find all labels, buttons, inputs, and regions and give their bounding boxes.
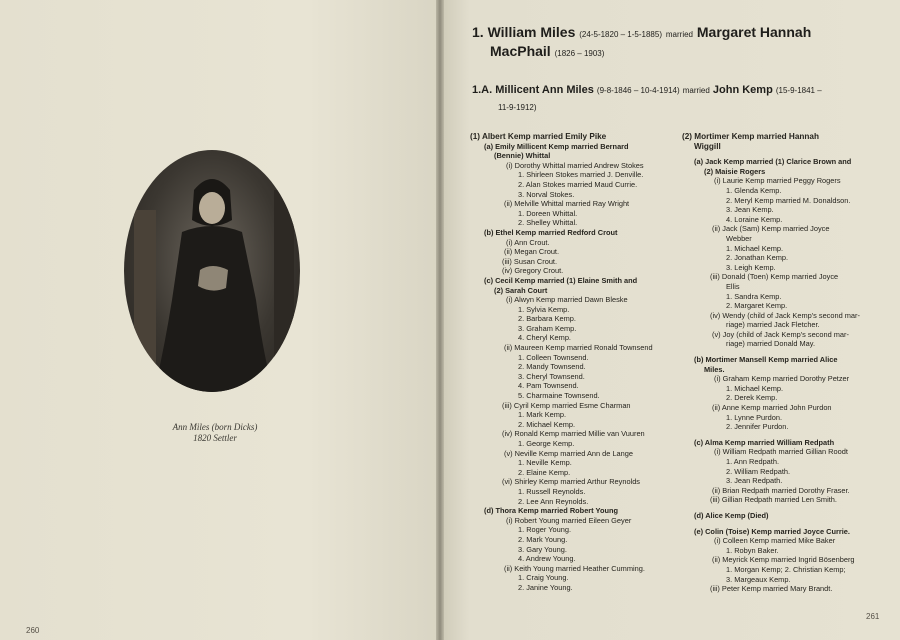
page-number-right: 261 (866, 612, 880, 621)
portrait-photo (124, 150, 300, 392)
genealogy-entry: (iv) Wendy (child of Jack Kemp's second mar- (710, 310, 860, 320)
heading2-spouse-dates: (15-9-1841 – (775, 86, 822, 95)
genealogy-entry: 1. Sylvia Kemp. (518, 304, 570, 314)
heading2-name: Millicent Ann Miles (495, 84, 594, 96)
genealogy-entry: 3. Graham Kemp. (518, 323, 577, 333)
genealogy-entry: 1. George Kemp. (518, 439, 575, 448)
heading2-married: married (682, 86, 710, 95)
genealogy-entry: (v) Neville Kemp married Ann de Lange (504, 448, 633, 458)
genealogy-entry: 1. Russell Reynolds. (518, 486, 586, 496)
heading1-dates: (24-5-1820 – 1-5-1885) (579, 30, 662, 39)
genealogy-entry: 1. Colleen Townsend. (518, 352, 589, 362)
genealogy-entry: 4. Cheryl Kemp. (518, 333, 571, 343)
genealogy-entry: (c) Alma Kemp married William Redpath (694, 437, 835, 447)
genealogy-entry: 3. Cheryl Townsend. (518, 371, 585, 381)
book-gutter (436, 0, 444, 640)
genealogy-entry: (a) Emily Millicent Kemp married Bernard (484, 141, 629, 151)
genealogy-entry: 2. Alan Stokes married Maud Currie. (518, 179, 638, 189)
genealogy-entry: 2. Meryl Kemp married M. Donaldson. (726, 195, 851, 205)
genealogy-entry: 1. Mark Kemp. (518, 410, 567, 420)
genealogy-entry: Ellis (726, 281, 740, 291)
genealogy-entry: 1. Doreen Whittal. (518, 208, 578, 218)
heading-millicent-ann-miles (472, 82, 872, 116)
genealogy-entry: 2. Lee Ann Reynolds. (518, 496, 589, 506)
genealogy-entry: 1. Robyn Baker. (726, 545, 779, 555)
genealogy-entry: (i) Dorothy Whittal married Andrew Stokes (506, 160, 644, 170)
genealogy-entry: (iii) Cyril Kemp married Esme Charman (502, 400, 631, 410)
genealogy-entry: 3. Jean Redpath. (726, 476, 783, 486)
genealogy-entry: (iii) Donald (Toen) Kemp married Joyce (710, 272, 839, 282)
genealogy-entry: 2. Janine Young. (518, 582, 573, 592)
heading2-spouse: John Kemp (712, 84, 773, 96)
genealogy-entry: 1. Craig Young. (518, 573, 569, 583)
genealogy-entry: 3. Jean Kemp. (726, 205, 774, 215)
genealogy-entry: (i) Laurie Kemp married Peggy Rogers (714, 176, 841, 186)
genealogy-entry: 2. Jennifer Purdon. (726, 422, 789, 432)
genealogy-entry: (b) Ethel Kemp married Redford Crout (484, 227, 618, 237)
genealogy-entry: Miles. (704, 364, 725, 374)
genealogy-entry: 2. Shelley Whittal. (518, 218, 578, 228)
genealogy-entry: (ii) Maureen Kemp married Ronald Townsend (504, 343, 653, 353)
genealogy-entry: (2) Maisie Rogers (704, 166, 766, 176)
genealogy-entry: 1. Michael Kemp. (726, 243, 784, 253)
genealogy-entry: (ii) Keith Young married Heather Cumming. (504, 563, 645, 573)
genealogy-entry: 1. Ann Redpath. (726, 457, 780, 466)
portrait-figure-illustration (124, 150, 300, 392)
genealogy-entry: 2. Derek Kemp. (726, 393, 778, 403)
portrait-caption (140, 422, 290, 444)
genealogy-entry: 1. Michael Kemp. (726, 383, 784, 393)
genealogy-entry: (ii) Brian Redpath married Dorothy Fraser. (712, 485, 850, 495)
genealogy-entry: (c) Cecil Kemp married (1) Elaine Smith and (484, 275, 638, 285)
genealogy-entry: (Bennie) Whittal (494, 151, 551, 161)
genealogy-entry: (1) Albert Kemp married Emily Pike (470, 132, 607, 141)
heading2-num: 1.A. (472, 84, 493, 96)
genealogy-entry: 2. Elaine Kemp. (518, 467, 571, 477)
genealogy-entry: 2. Margaret Kemp. (726, 301, 788, 311)
heading1-spouse-line2: MacPhail (490, 43, 551, 59)
genealogy-entry: (2) Sarah Court (494, 285, 548, 295)
heading2-dates: (9-8-1846 – 10-4-1914) (596, 86, 680, 95)
genealogy-entry: (v) Joy (child of Jack Kemp's second mar- (712, 329, 849, 339)
genealogy-entry: 1. Morgan Kemp; 2. Christian Kemp; (726, 564, 846, 574)
genealogy-entry: 5. Charmaine Townsend. (518, 391, 600, 401)
genealogy-entry: (iv) Ronald Kemp married Millie van Vuuren (502, 429, 645, 439)
genealogy-entry: 2. William Redpath. (726, 466, 791, 476)
genealogy-entry: 4. Loraine Kemp. (726, 214, 783, 224)
genealogy-entry: (i) Graham Kemp married Dorothy Petzer (714, 374, 850, 384)
genealogy-entry: 1. Lynne Purdon. (726, 412, 783, 422)
genealogy-entry: 3. Margeaux Kemp. (726, 574, 791, 584)
genealogy-entry: (ii) Megan Crout. (504, 247, 560, 257)
heading1-name: William Miles (487, 24, 576, 40)
genealogy-entry: (e) Colin (Toise) Kemp married Joyce Currie. (694, 526, 850, 536)
genealogy-entry: riage) married Jack Fletcher. (726, 320, 820, 330)
genealogy-entry: (b) Mortimer Mansell Kemp married Alice (694, 355, 838, 365)
genealogy-entry: 4. Pam Townsend. (518, 381, 579, 391)
genealogy-entry: Webber (726, 233, 752, 243)
genealogy-column-1 (470, 132, 675, 593)
genealogy-entry: (vi) Shirley Kemp married Arthur Reynolds (502, 477, 641, 487)
genealogy-entry: (i) Ann Crout. (506, 237, 550, 247)
genealogy-entry: 3. Gary Young. (518, 544, 567, 554)
genealogy-entry: (iii) Susan Crout. (502, 256, 558, 266)
page-number-left: 260 (26, 626, 40, 635)
heading2-spouse-dates-2: 11-9-1912) (498, 103, 537, 112)
genealogy-entry: (ii) Anne Kemp married John Purdon (712, 403, 832, 413)
genealogy-entry: 1. Shirleen Stokes married J. Denville. (518, 170, 644, 180)
genealogy-entry: (d) Alice Kemp (Died) (694, 510, 769, 520)
genealogy-entry: (iii) Peter Kemp married Mary Brandt. (710, 584, 833, 594)
genealogy-entry: (i) William Redpath married Gillian Roodt (714, 447, 848, 457)
genealogy-entry: 4. Andrew Young. (518, 554, 576, 564)
genealogy-entry: (i) Colleen Kemp married Mike Baker (714, 536, 836, 546)
genealogy-entry: Wiggill (694, 141, 721, 151)
heading1-spouse-dates: (1826 – 1903) (554, 49, 605, 58)
genealogy-entry: 2. Mandy Townsend. (518, 362, 586, 372)
genealogy-entry: (ii) Melville Whittal married Ray Wright (504, 199, 630, 209)
genealogy-entry: 2. Michael Kemp. (518, 419, 576, 429)
heading1-spouse: Margaret Hannah (696, 24, 812, 40)
genealogy-entry: (d) Thora Kemp married Robert Young (484, 506, 618, 516)
genealogy-entry: 1. Roger Young. (518, 525, 572, 535)
genealogy-column-2 (682, 132, 872, 594)
genealogy-entry: 3. Leigh Kemp. (726, 262, 776, 272)
caption-line-2: 1820 Settler (193, 433, 237, 443)
heading1-married: married (665, 30, 693, 39)
genealogy-entry: (iv) Gregory Crout. (502, 266, 564, 276)
genealogy-entry: 2. Mark Young. (518, 534, 568, 544)
genealogy-entry: (ii) Meyrick Kemp married Ingrid Bösenberg (712, 555, 855, 565)
genealogy-entry: 2. Jonathan Kemp. (726, 253, 789, 263)
genealogy-entry: (i) Robert Young married Eileen Geyer (506, 515, 632, 525)
caption-line-1: Ann Miles (born Dicks) (172, 422, 258, 432)
genealogy-entry: (2) Mortimer Kemp married Hannah (682, 132, 819, 141)
genealogy-entry: (a) Jack Kemp married (1) Clarice Brown and (694, 157, 852, 167)
genealogy-entry: (ii) Jack (Sam) Kemp married Joyce (712, 224, 830, 234)
genealogy-entry: 1. Neville Kemp. (518, 458, 572, 468)
genealogy-entry: 1. Glenda Kemp. (726, 185, 782, 195)
genealogy-entry: 3. Norval Stokes. (518, 189, 575, 199)
genealogy-entry: (iii) Gillian Redpath married Len Smith. (710, 495, 837, 505)
genealogy-entry: 2. Barbara Kemp. (518, 314, 576, 324)
heading-william-miles (472, 24, 872, 62)
heading1-num: 1. (472, 24, 484, 40)
genealogy-entry: riage) married Donald May. (726, 339, 815, 349)
genealogy-entry: 1. Sandra Kemp. (726, 291, 782, 301)
genealogy-entry: (i) Alwyn Kemp married Dawn Bleske (506, 295, 628, 305)
